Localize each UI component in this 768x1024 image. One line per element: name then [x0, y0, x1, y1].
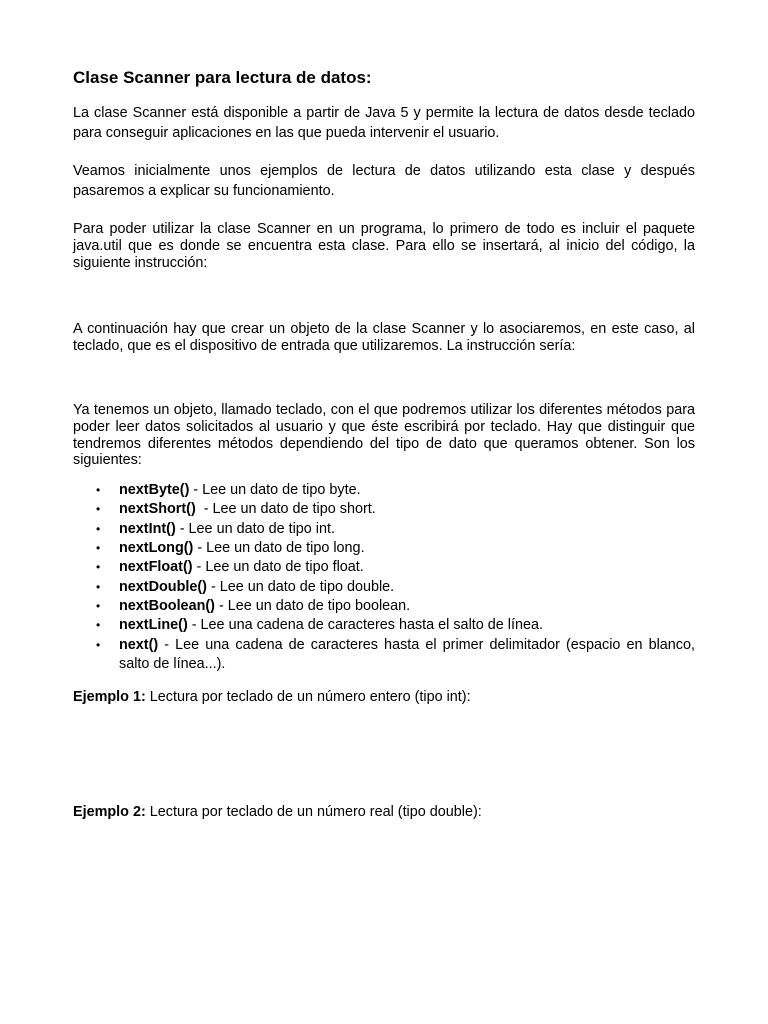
bullet-icon: • — [96, 541, 101, 556]
list-item — [96, 636, 695, 675]
bullet-icon: • — [96, 502, 101, 517]
method-description: - Lee una cadena de caracteres hasta el salto de línea. — [187, 617, 543, 634]
list-item — [96, 520, 695, 539]
method-description: - Lee un dato de tipo float. — [192, 559, 364, 576]
method-description: - Lee un dato de tipo long. — [193, 540, 365, 557]
list-item — [96, 539, 695, 558]
bullet-icon: • — [96, 637, 101, 652]
example-2 — [73, 803, 695, 822]
method-name: nextByte() — [119, 482, 190, 499]
method-name: nextLine() — [119, 617, 188, 634]
example-1 — [73, 688, 695, 707]
bullet-icon: • — [96, 560, 101, 575]
bullet-icon: • — [96, 618, 101, 633]
document-title: Clase Scanner para lectura de datos: — [73, 68, 372, 87]
paragraph-intro: La clase Scanner está disponible a partir de Java 5 y permite la lectura de datos desde teclado para conseguir aplicaciones en las que pueda intervenir el usuario. — [73, 105, 695, 141]
methods-list — [73, 481, 695, 674]
example-label: Ejemplo 2: — [73, 804, 146, 821]
example-label: Ejemplo 1: — [73, 689, 146, 706]
method-name: next() — [119, 636, 159, 653]
method-description: - Lee un dato de tipo short. — [195, 501, 376, 518]
document-page — [73, 66, 695, 822]
method-description: - Lee un dato de tipo boolean. — [214, 597, 411, 614]
example-text: Lectura por teclado de un número entero (tipo int): — [145, 689, 471, 706]
method-name: nextFloat() — [119, 559, 193, 576]
bullet-icon: • — [96, 598, 101, 613]
method-description: - Lee un dato de tipo double. — [206, 578, 395, 595]
paragraph-create-object: A continuación hay que crear un objeto de la clase Scanner y lo asociaremos, en este caso, al teclado, que es el dispositivo de entrada que utilizaremos. La instrucción sería: — [73, 321, 695, 355]
method-name: nextInt() — [119, 520, 176, 537]
method-description: - Lee un dato de tipo byte. — [189, 482, 361, 499]
method-name: nextLong() — [119, 540, 194, 557]
method-name: nextShort() — [119, 501, 196, 518]
method-name: nextBoolean() — [119, 597, 215, 614]
paragraph-methods-intro: Ya tenemos un objeto, llamado teclado, con el que podremos utilizar los diferentes métodos para poder leer datos solicitados al usuario y que éste escribirá por teclado. Hay que distinguir que tendremos diferentes métodos dependiendo del tipo de dato que queramos obtener. Son los siguientes: — [73, 401, 695, 469]
method-name: nextDouble() — [119, 578, 207, 595]
list-item — [96, 616, 695, 635]
list-item — [96, 597, 695, 616]
list-item — [96, 481, 695, 500]
example-text: Lectura por teclado de un número real (tipo double): — [145, 804, 482, 821]
list-item — [96, 558, 695, 577]
bullet-icon: • — [96, 483, 101, 498]
bullet-icon: • — [96, 521, 101, 536]
list-item — [96, 578, 695, 597]
paragraph-import: Para poder utilizar la clase Scanner en un programa, lo primero de todo es incluir el paquete java.util que es donde se encuentra esta clase. Para ello se insertará, al inicio del código, la siguiente instrucción: — [73, 221, 695, 271]
paragraph-examples-intro: Veamos inicialmente unos ejemplos de lectura de datos utilizando esta clase y después pasaremos a explicar su funcionamiento. — [73, 163, 695, 199]
list-item — [96, 500, 695, 519]
method-description: - Lee una cadena de caracteres hasta el primer delimitador (espacio en blanco, salto de línea...). — [119, 636, 695, 672]
method-description: - Lee un dato de tipo int. — [175, 520, 335, 537]
bullet-icon: • — [96, 579, 101, 594]
